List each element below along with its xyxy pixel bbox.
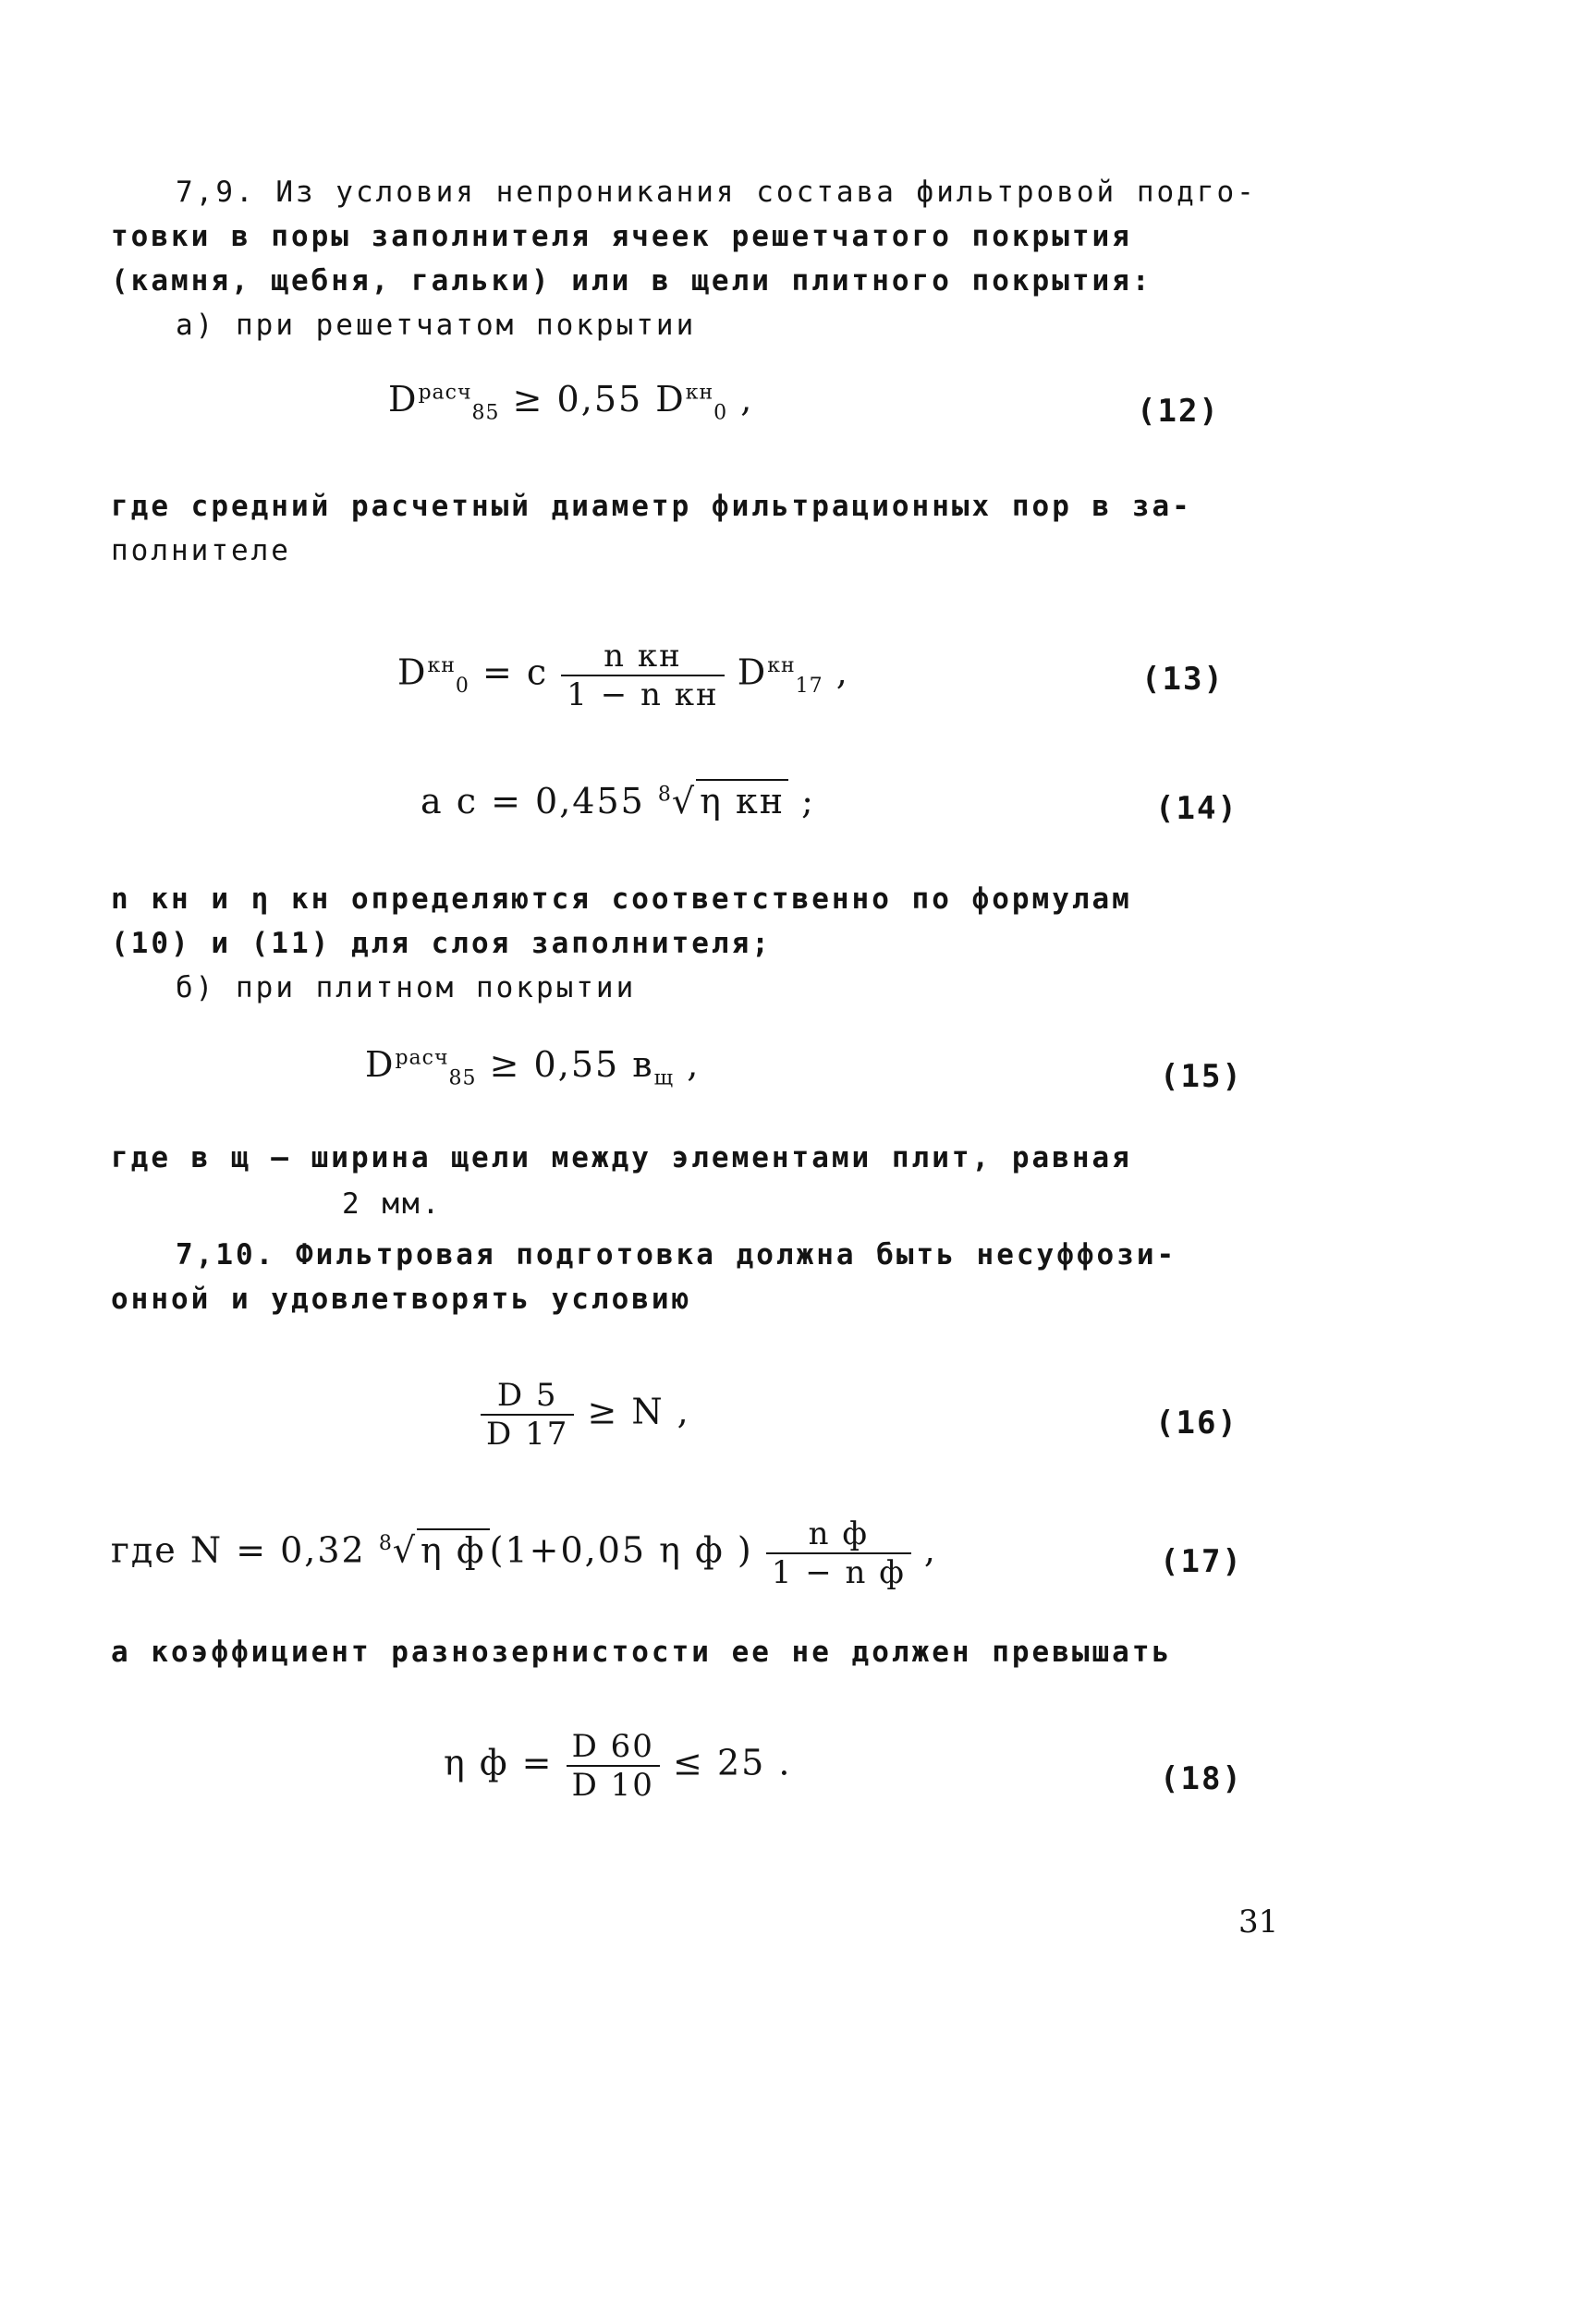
paragraph-7-9-line-2: товки в поры заполнителя ячеек решетчатого покрытия xyxy=(111,220,1132,253)
equation-16: $\frac{D 5}{D 17}$ ≥ N , xyxy=(481,1377,690,1453)
text-gap-line-1: где в щ – ширина щели между элементами плит, равная xyxy=(111,1141,1132,1174)
equation-17-fraction: $\frac{\text{n ф}}{\text{1 − n ф}}$ xyxy=(766,1515,911,1591)
text-coefficient-line: а коэффициент разнозернистости ее не должен превышать xyxy=(111,1636,1173,1669)
text-gap-line-2: 2 мм. xyxy=(342,1187,443,1221)
equation-17: где N = 0,32 $^8$√ η ф (1+0,05 η ф ) $\frac{\text{n ф}}{\text{1 − n ф}}$ , xyxy=(111,1515,938,1591)
text-where-line-2: полнителе xyxy=(111,534,291,567)
equation-18: η ф = $\frac{D 60}{D 10}$ ≤ 25 . xyxy=(444,1728,792,1804)
page-number: 31 xyxy=(1238,1904,1279,1941)
paragraph-7-9-line-4: а) при решетчатом покрытии xyxy=(176,309,697,342)
equation-16-fraction: $\frac{D 5}{D 17}$ xyxy=(481,1377,574,1453)
equation-14: а c = 0,455 $^8$√ η кн ; xyxy=(421,781,815,821)
equation-15-number: (15) xyxy=(1160,1058,1243,1095)
equation-13-number: (13) xyxy=(1141,661,1225,698)
paragraph-7-9-line-3: (камня, щебня, гальки) или в щели плитного покрытия: xyxy=(111,264,1152,298)
equation-18-fraction: $\frac{D 60}{D 10}$ xyxy=(567,1728,660,1804)
equation-12-number: (12) xyxy=(1137,393,1220,430)
equation-16-number: (16) xyxy=(1155,1405,1238,1442)
text-defined-line-2: (10) и (11) для слоя заполнителя; xyxy=(111,927,772,960)
equation-13: $D^{кн}_0 = c$ $\frac{\text{n кн}}{\text{1 − n кн}}$ $D^{кн}_{17}$ , xyxy=(397,638,849,713)
equation-12: $D^{расч}_{85} \ge 0,55$ $D^{кн}_0$ , xyxy=(388,379,754,425)
text-where-line-1: где средний расчетный диаметр фильтрационных пор в за- xyxy=(111,490,1192,523)
equation-14-number: (14) xyxy=(1155,790,1238,827)
equation-18-number: (18) xyxy=(1160,1760,1243,1797)
equation-15: $D^{расч}_{85} \ge 0,55$ $в_щ$ , xyxy=(365,1044,701,1090)
text-defined-line-1: n кн и η кн определяются соответственно по формулам xyxy=(111,882,1132,916)
paragraph-7-10-line-2: онной и удовлетворять условию xyxy=(111,1283,692,1316)
equation-17-number: (17) xyxy=(1160,1543,1243,1580)
equation-13-fraction: $\frac{\text{n кн}}{\text{1 − n кн}}$ xyxy=(561,638,724,713)
paragraph-7-9-line-1: 7,9. Из условия непроникания состава фильтровой подго- xyxy=(176,176,1257,209)
paragraph-7-10-line-1: 7,10. Фильтровая подготовка должна быть несуффози- xyxy=(176,1238,1177,1272)
text-defined-line-3: б) при плитном покрытии xyxy=(176,971,637,1004)
